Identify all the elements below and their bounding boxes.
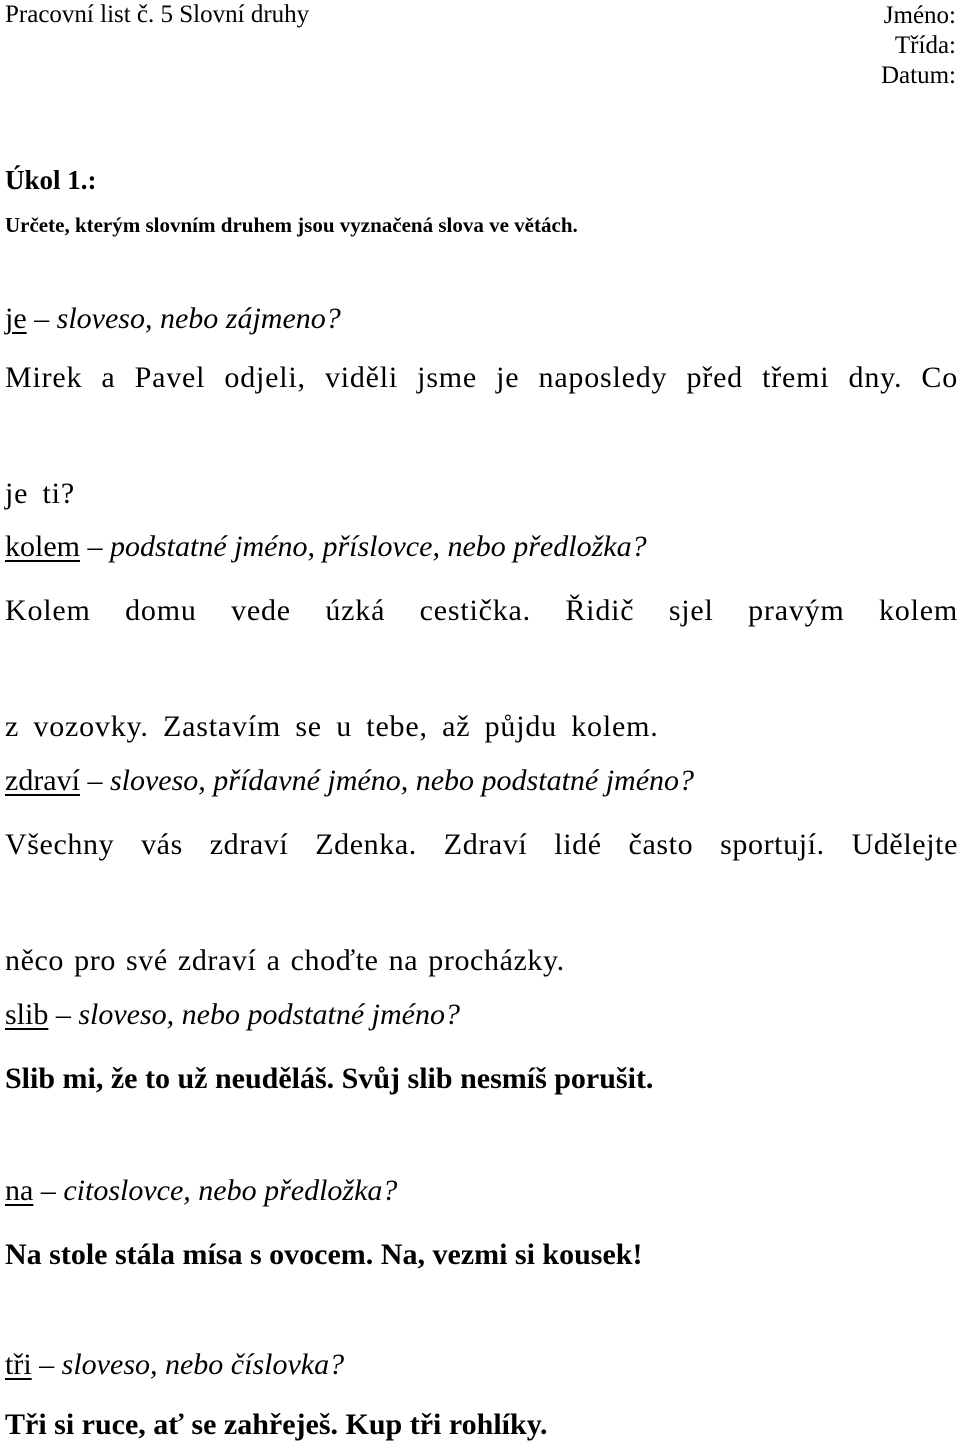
question-sentence	[5, 816, 958, 990]
name-label: Jméno:	[883, 2, 956, 29]
sentence-line: Tři si ruce, ať se zahřeješ. Kup tři rohlíky.	[5, 1408, 548, 1441]
question-dash: –	[31, 1348, 62, 1381]
question-keyword: zdraví	[5, 764, 80, 797]
question-keyword: slib	[5, 998, 49, 1031]
date-label: Datum:	[881, 62, 956, 89]
question-keyword: tři	[5, 1348, 32, 1381]
question-prompt	[5, 1174, 397, 1208]
class-label: Třída:	[894, 32, 956, 59]
question-prompt	[5, 998, 460, 1032]
question-sentence	[5, 582, 958, 756]
worksheet-title: Pracovní list č. 5 Slovní druhy	[5, 1, 310, 28]
sentence-line: je ti?	[5, 477, 75, 510]
task-title: Úkol 1.:	[5, 165, 97, 195]
question-options: sloveso, nebo zájmeno?	[56, 302, 341, 335]
student-info-block	[881, 1, 956, 91]
sentence-line: Slib mi, že to už neuděláš. Svůj slib nesmíš porušit.	[5, 1062, 654, 1095]
question-sentence	[5, 349, 958, 523]
sentence-line: Mirek a Pavel odjeli, viděli jsme je naposledy před třemi dny. Co	[5, 361, 958, 394]
question-options: sloveso, přídavné jméno, nebo podstatné jméno?	[109, 764, 695, 797]
sentence-line: něco pro své zdraví a choďte na procházky.	[5, 944, 565, 977]
sentence-line: Kolem domu vede úzká cestička. Řidič sjel pravým kolem	[5, 594, 958, 627]
question-prompt	[5, 1348, 344, 1382]
question-sentence	[5, 1396, 958, 1454]
task-instruction: Určete, kterým slovním druhem jsou vyznačená slova ve větách.	[5, 213, 578, 237]
question-keyword: je	[5, 302, 27, 335]
question-dash: –	[80, 530, 110, 563]
question-options: sloveso, nebo číslovka?	[61, 1348, 345, 1381]
question-options: podstatné jméno, příslovce, nebo předložka?	[110, 530, 647, 563]
question-prompt	[5, 764, 694, 798]
sentence-line: Všechny vás zdraví Zdenka. Zdraví lidé často sportují. Udělejte	[5, 828, 958, 861]
question-dash: –	[79, 764, 110, 797]
question-keyword: na	[5, 1174, 34, 1207]
question-sentence	[5, 1050, 958, 1108]
question-prompt	[5, 302, 341, 336]
question-keyword: kolem	[5, 530, 80, 563]
question-dash: –	[26, 302, 57, 335]
question-prompt	[5, 530, 647, 564]
question-options: sloveso, nebo podstatné jméno?	[78, 998, 460, 1031]
sentence-line: z vozovky. Zastavím se u tebe, až půjdu kolem.	[5, 710, 659, 743]
sentence-line: Na stole stála mísa s ovocem. Na, vezmi si kousek!	[5, 1238, 643, 1271]
question-dash: –	[33, 1174, 64, 1207]
question-options: citoslovce, nebo předložka?	[63, 1174, 398, 1207]
question-sentence	[5, 1226, 958, 1284]
question-dash: –	[48, 998, 79, 1031]
